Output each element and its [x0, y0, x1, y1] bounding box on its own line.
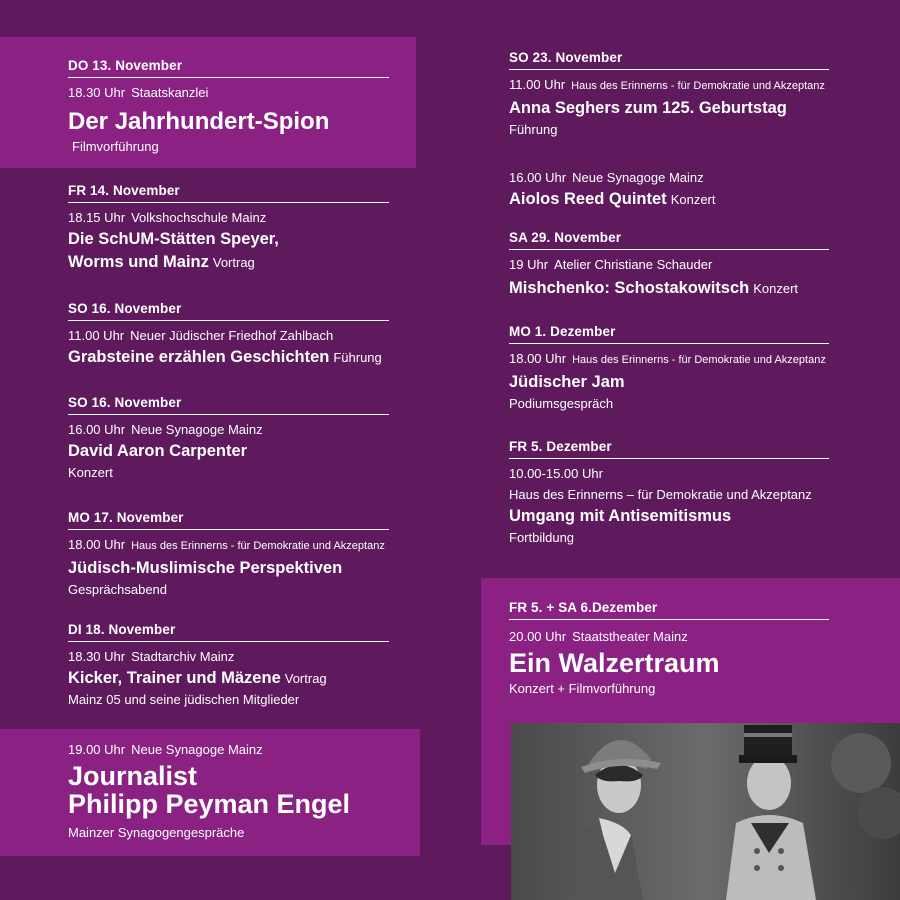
event-venue: Haus des Erinnerns - für Demokratie und Akzeptanz — [572, 354, 826, 366]
event-time: 18.00 Uhr — [509, 351, 567, 366]
event-title: Anna Seghers zum 125. Geburtstag — [509, 99, 787, 117]
event-nov23-b — [509, 169, 716, 210]
event-time: 16.00 Uhr — [68, 422, 126, 437]
event-date: DO 13. November — [68, 57, 389, 78]
event-time: 18.00 Uhr — [68, 537, 126, 552]
event-title-line2: Worms und Mainz — [68, 253, 209, 271]
event-nov13 — [68, 57, 389, 155]
event-title: Kicker, Trainer und Mäzene — [68, 669, 281, 687]
event-nov16-b — [68, 394, 389, 481]
event-category: Konzert — [68, 465, 113, 480]
event-nov29 — [509, 229, 829, 299]
event-time: 16.00 Uhr — [509, 170, 567, 185]
event-title: Der Jahrhundert-Spion — [68, 108, 330, 135]
event-title: Umgang mit Antisemitismus — [509, 507, 732, 525]
event-category: Konzert — [753, 281, 799, 296]
event-venue: Haus des Erinnerns – für Demokratie und Akzeptanz — [509, 487, 812, 502]
event-category: Mainzer Synagogengespräche — [68, 825, 245, 840]
event-date: SA 29. November — [509, 229, 829, 250]
event-category: Podiumsgespräch — [509, 396, 614, 411]
event-nov14 — [68, 182, 389, 273]
event-venue: Haus des Erinnerns - für Demokratie und Akzeptanz — [131, 540, 385, 552]
event-category: Gesprächsabend — [68, 582, 168, 597]
event-title-line1: Die SchUM-Stätten Speyer, — [68, 230, 279, 248]
event-nov18 — [68, 621, 389, 708]
event-title: Aiolos Reed Quintet — [509, 190, 667, 208]
event-venue: Neue Synagoge Mainz — [572, 170, 704, 185]
event-nov17 — [68, 509, 389, 598]
event-title: Grabsteine erzählen Geschichten — [68, 348, 330, 366]
event-category: Vortrag — [284, 671, 327, 686]
event-title: David Aaron Carpenter — [68, 442, 248, 460]
event-venue: Haus des Erinnerns - für Demokratie und Akzeptanz — [571, 80, 825, 92]
event-date: FR 5. + SA 6.Dezember — [509, 599, 829, 620]
event-time: 20.00 Uhr — [509, 629, 567, 644]
event-time: 18.30 Uhr — [68, 649, 126, 664]
event-dec5 — [509, 438, 829, 546]
event-venue: Atelier Christiane Schauder — [554, 257, 713, 272]
event-category: Vortrag — [212, 255, 255, 270]
event-venue: Neue Synagoge Mainz — [131, 742, 263, 757]
event-nov18-engel — [68, 741, 350, 841]
event-title: Jüdisch-Muslimische Perspektiven — [68, 559, 343, 577]
event-time: 19.00 Uhr — [68, 742, 126, 757]
event-venue: Staatstheater Mainz — [572, 629, 688, 644]
event-venue: Volkshochschule Mainz — [131, 210, 267, 225]
event-date: SO 16. November — [68, 300, 389, 321]
event-category: Filmvorführung — [72, 139, 159, 154]
event-date: MO 1. Dezember — [509, 323, 829, 344]
event-date: FR 5. Dezember — [509, 438, 829, 459]
event-date: FR 14. November — [68, 182, 389, 203]
event-category: Konzert + Filmvorführung — [509, 681, 656, 696]
event-subtitle: Mainz 05 und seine jüdischen Mitglieder — [68, 692, 300, 707]
event-dec5-6 — [509, 599, 829, 697]
film-still-illustration — [511, 723, 900, 900]
event-title: Ein Walzertraum — [509, 648, 720, 678]
event-date: MO 17. November — [68, 509, 389, 530]
event-time: 10.00-15.00 Uhr — [509, 466, 603, 481]
event-title: Mishchenko: Schostakowitsch — [509, 279, 750, 297]
event-title: Jüdischer Jam — [509, 373, 625, 391]
event-category: Fortbildung — [509, 530, 575, 545]
event-time: 11.00 Uhr — [68, 328, 125, 343]
event-time: 19 Uhr — [509, 257, 549, 272]
event-time: 18.15 Uhr — [68, 210, 126, 225]
event-time: 18.30 Uhr — [68, 85, 126, 100]
event-venue: Stadtarchiv Mainz — [131, 649, 235, 664]
event-date: SO 23. November — [509, 49, 829, 70]
event-venue: Neue Synagoge Mainz — [131, 422, 263, 437]
event-nov23 — [509, 49, 829, 138]
event-venue: Staatskanzlei — [131, 85, 209, 100]
event-title-line1: Journalist — [68, 761, 198, 791]
event-nov16-a — [68, 300, 389, 368]
event-category: Konzert — [670, 192, 716, 207]
event-category: Führung — [509, 122, 558, 137]
film-still-photo — [511, 723, 900, 900]
event-date: SO 16. November — [68, 394, 389, 415]
event-dec1 — [509, 323, 829, 412]
event-category: Führung — [333, 350, 382, 365]
event-time: 11.00 Uhr — [509, 77, 566, 92]
event-venue: Neuer Jüdischer Friedhof Zahlbach — [130, 328, 334, 343]
event-date: DI 18. November — [68, 621, 389, 642]
event-title-line2: Philipp Peyman Engel — [68, 789, 351, 819]
